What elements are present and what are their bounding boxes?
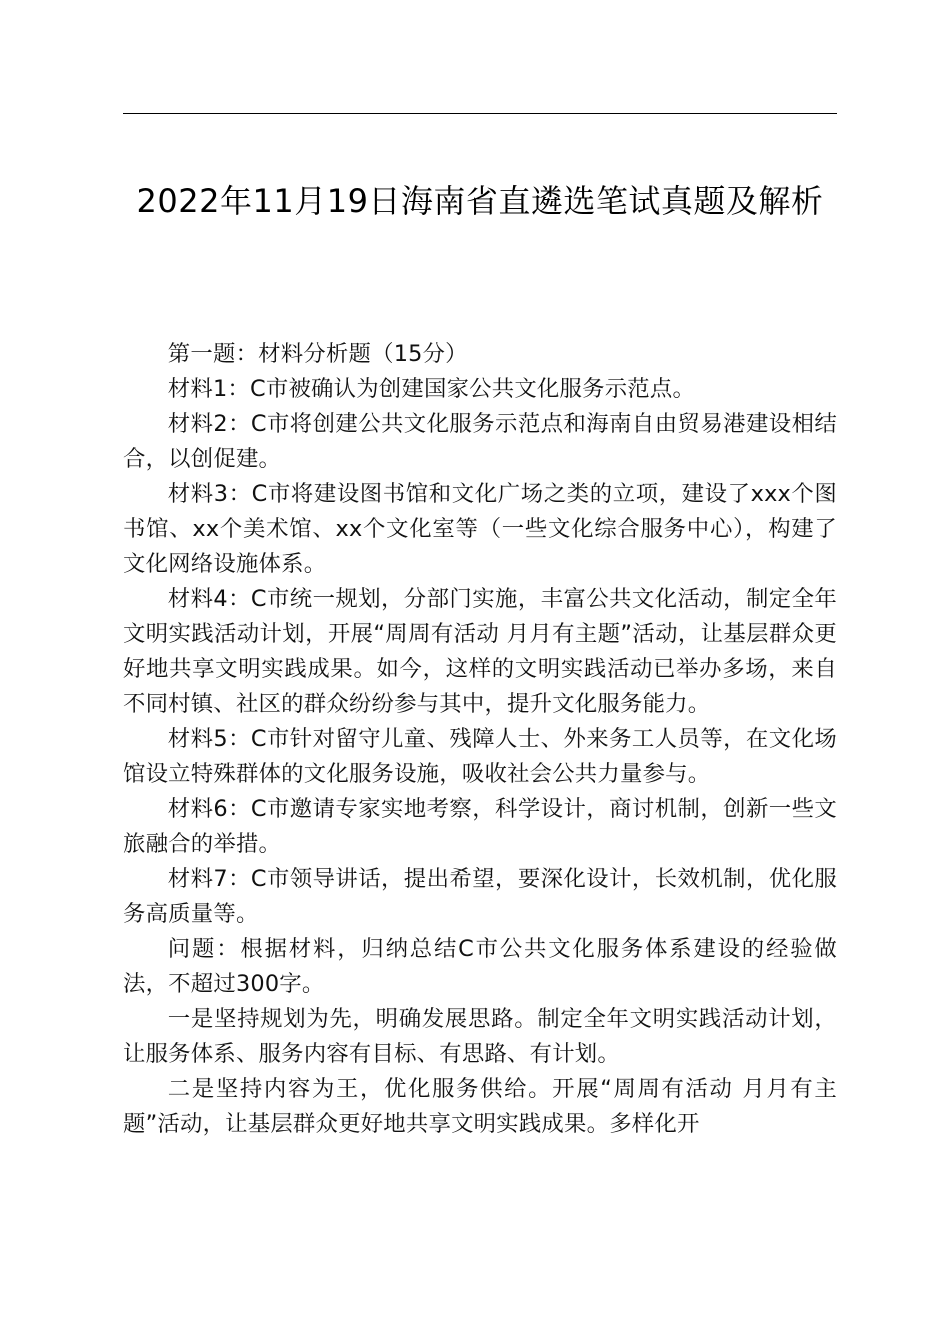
paragraph-material-2: 材料2：C市将创建公共文化服务示范点和海南自由贸易港建设相结合，以创促建。 [123,411,837,472]
page-title: 2022年11月19日海南省直遴选笔试真题及解析 [136,182,824,220]
paragraph-answer-2: 二是坚持内容为王，优化服务供给。开展“周周有活动 月月有主题”活动，让基层群众更好地共享文明实践成果。多样化开 [123,1076,837,1137]
paragraph-question: 问题：根据材料，归纳总结C市公共文化服务体系建设的经验做法，不超过300字。 [123,936,837,997]
header-rule [123,113,837,114]
paragraph-material-1: 材料1：C市被确认为创建国家公共文化服务示范点。 [167,376,696,402]
document-body [123,337,837,1142]
paragraph-material-3: 材料3：C市将建设图书馆和文化广场之类的立项，建设了xxx个图书馆、xx个美术馆、xx个文化室等（一些文化综合服务中心），构建了文化网络设施体系。 [123,481,837,577]
paragraph-material-7: 材料7：C市领导讲话，提出希望，要深化设计，长效机制，优化服务高质量等。 [123,866,837,927]
paragraph-answer-1: 一是坚持规划为先，明确发展思路。制定全年文明实践活动计划，让服务体系、服务内容有目标、有思路、有计划。 [123,1006,837,1067]
paragraph-material-6: 材料6：C市邀请专家实地考察，科学设计，商讨机制，创新一些文旅融合的举措。 [123,796,837,857]
paragraph-material-4: 材料4：C市统一规划，分部门实施，丰富公共文化活动，制定全年文明实践活动计划，开展“周周有活动 月月有主题”活动，让基层群众更好地共享文明实践成果。如今，这样的文明实践活动已举办多场，来自不同村镇、社区的群众纷纷参与其中，提升文化服务能力。 [123,586,837,717]
paragraph-question-heading: 第一题：材料分析题（15分） [167,341,468,367]
paragraph-material-5: 材料5：C市针对留守儿童、残障人士、外来务工人员等，在文化场馆设立特殊群体的文化服务设施，吸收社会公共力量参与。 [123,726,837,787]
